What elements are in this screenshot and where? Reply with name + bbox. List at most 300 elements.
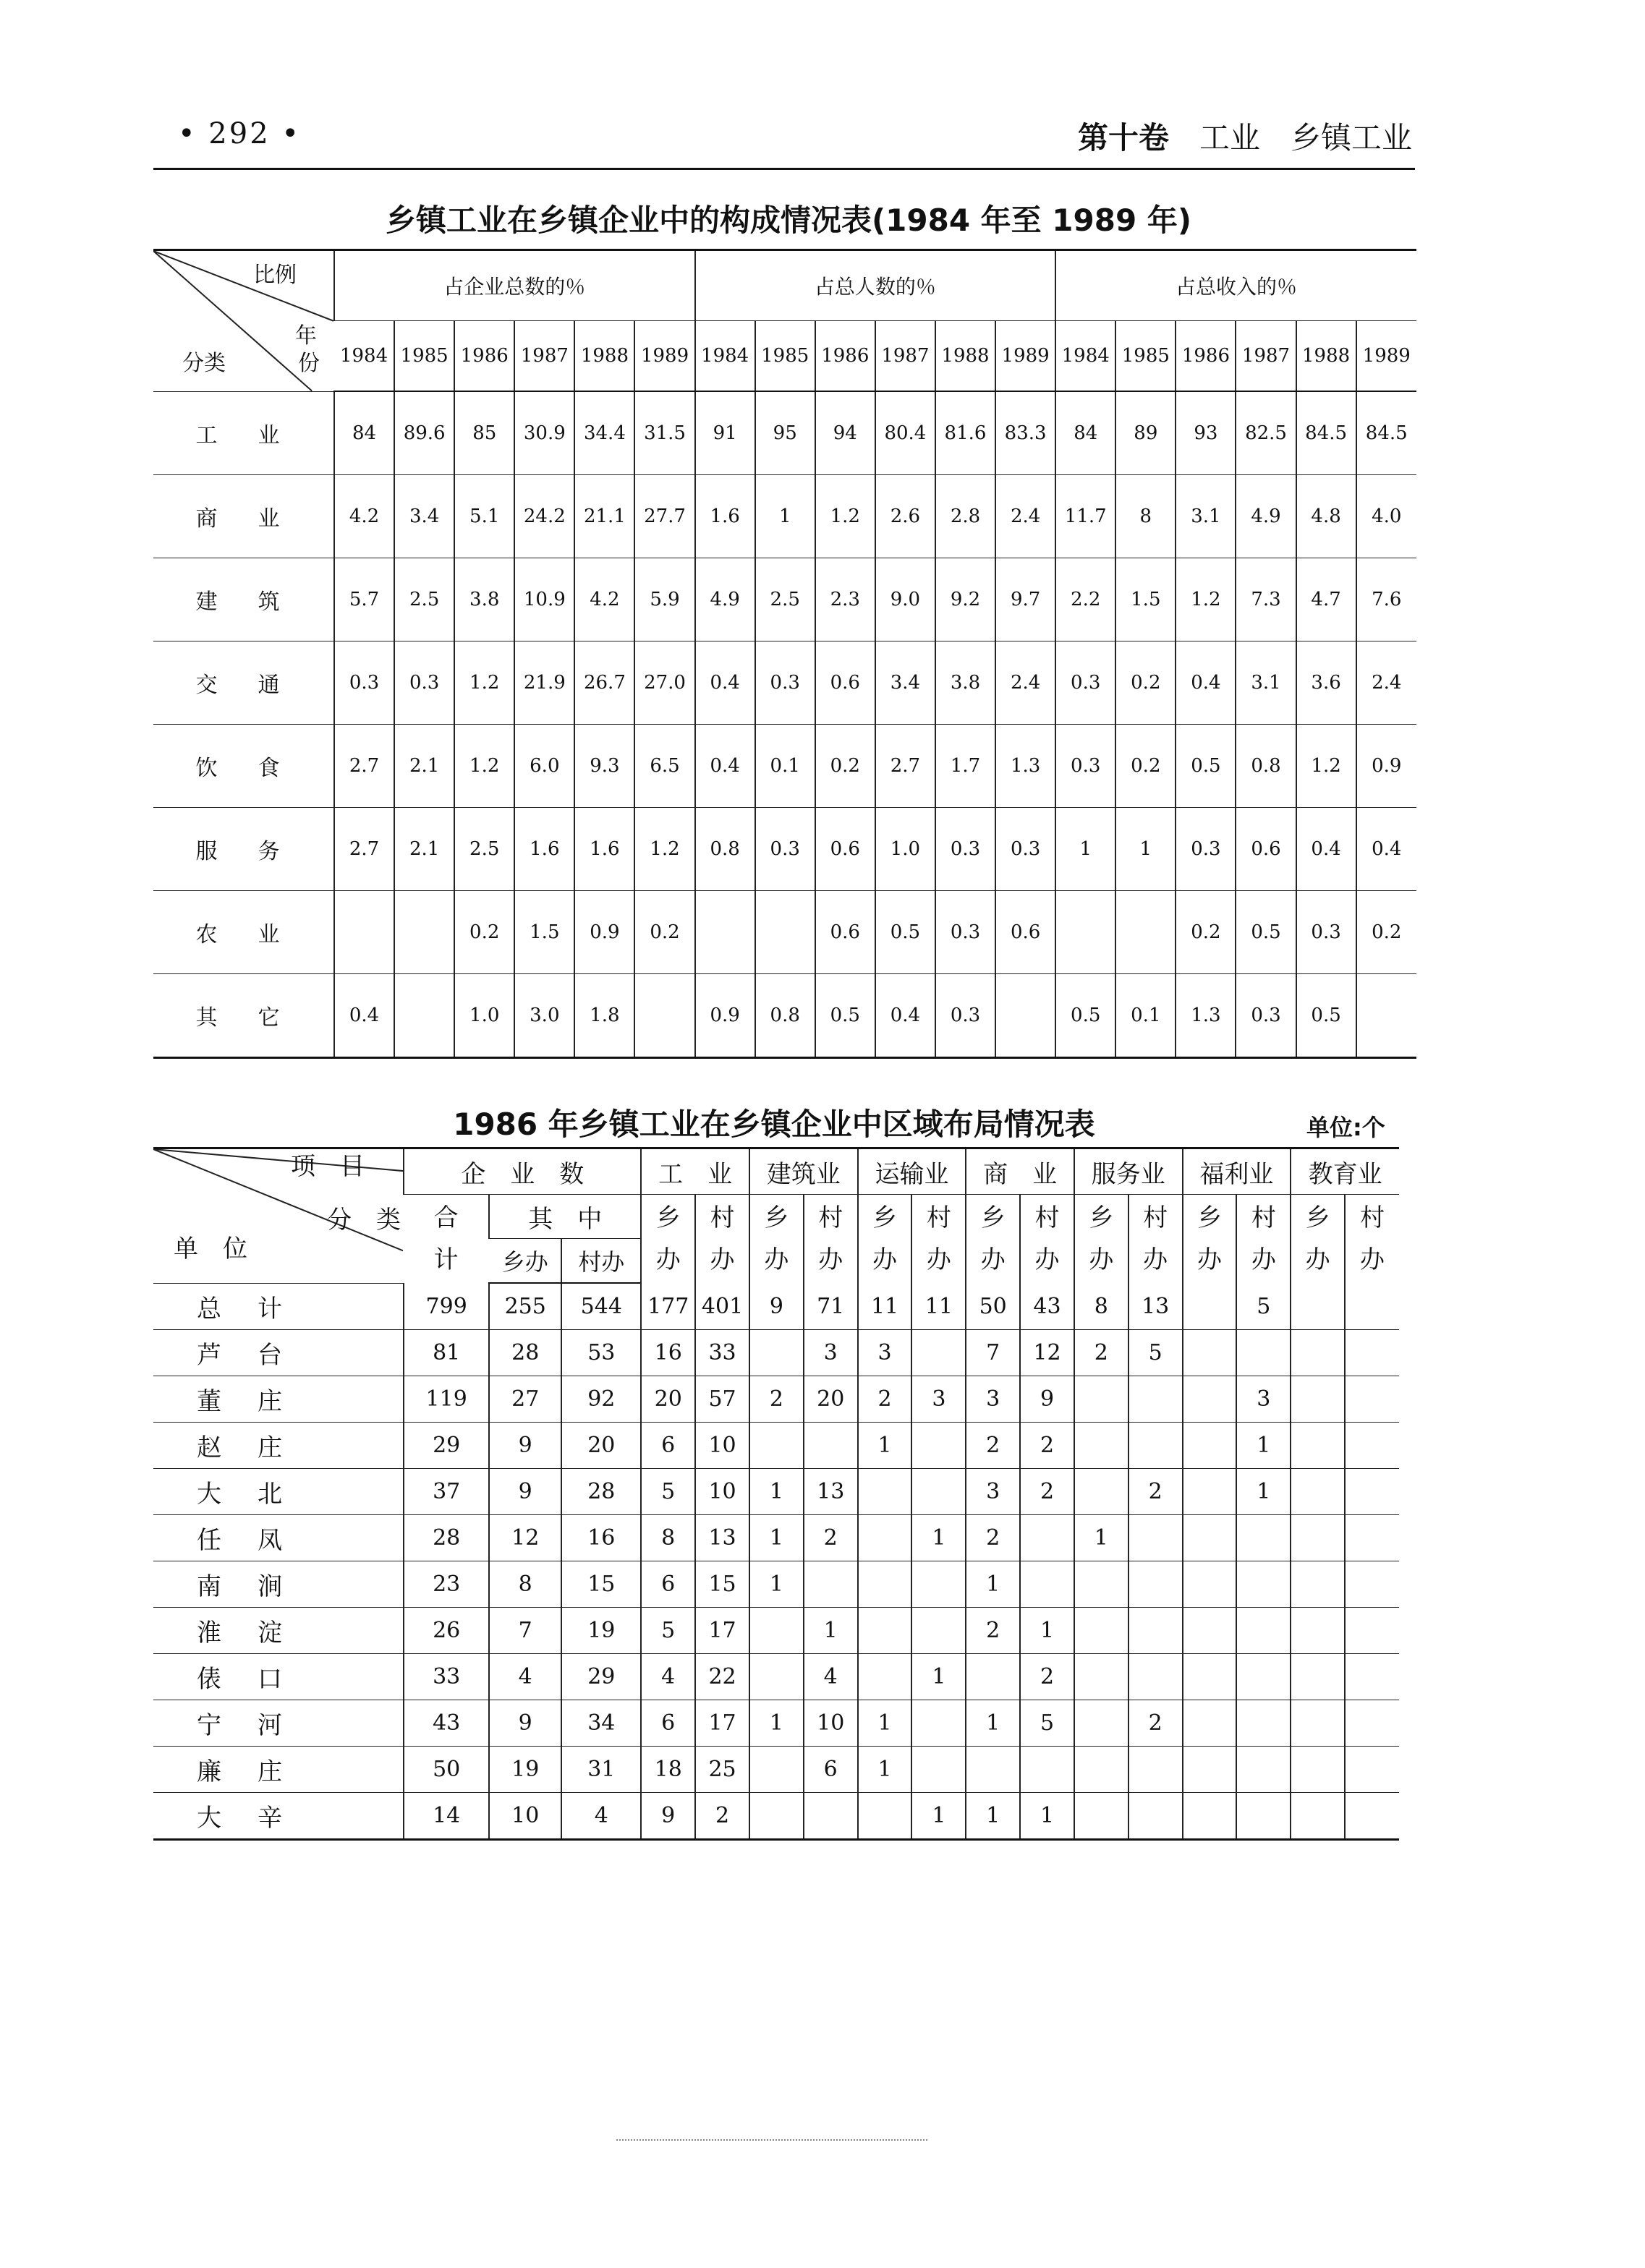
count-cell: 5 xyxy=(641,1608,695,1654)
table-row xyxy=(153,1469,1399,1515)
unit-name-cell: 董庄 xyxy=(153,1376,404,1423)
count-cell: 8 xyxy=(1074,1283,1128,1330)
count-cell: 17 xyxy=(695,1700,749,1747)
value-cell: 84.5 xyxy=(1296,391,1356,475)
year-header: 1987 xyxy=(875,321,935,392)
count-cell xyxy=(1291,1283,1345,1330)
value-cell: 4.2 xyxy=(334,475,394,558)
count-cell xyxy=(1183,1793,1237,1840)
value-cell: 81.6 xyxy=(935,391,995,475)
count-cell xyxy=(1291,1376,1345,1423)
value-cell: 3.4 xyxy=(875,641,935,725)
sector-header: 福利业 xyxy=(1183,1148,1291,1195)
count-cell: 9 xyxy=(641,1793,695,1840)
count-cell: 4 xyxy=(561,1793,641,1840)
count-cell: 11 xyxy=(911,1283,966,1330)
count-cell: 10 xyxy=(804,1700,858,1747)
count-cell: 9 xyxy=(749,1283,804,1330)
year-header: 1987 xyxy=(514,321,574,392)
count-cell: 799 xyxy=(404,1283,489,1330)
value-cell: 3.0 xyxy=(514,974,574,1058)
table1-corner-header xyxy=(153,250,334,392)
value-cell: 0.9 xyxy=(695,974,755,1058)
table2-corner-header xyxy=(153,1148,404,1284)
count-cell xyxy=(1128,1515,1183,1561)
table-row xyxy=(153,475,1416,558)
value-cell: 0.3 xyxy=(755,641,815,725)
regional-layout-table xyxy=(153,1147,1399,1841)
year-header: 1984 xyxy=(695,321,755,392)
count-cell: 27 xyxy=(489,1376,561,1423)
count-cell: 2 xyxy=(966,1515,1020,1561)
count-cell: 10 xyxy=(695,1423,749,1469)
year-header: 1986 xyxy=(815,321,875,392)
sector-xiang-header: 乡办 xyxy=(1183,1195,1237,1284)
count-cell: 2 xyxy=(804,1515,858,1561)
category-cell: 商业 xyxy=(153,475,334,558)
year-header: 1986 xyxy=(1176,321,1236,392)
value-cell: 0.8 xyxy=(1236,725,1296,808)
count-cell xyxy=(1291,1423,1345,1469)
count-cell xyxy=(1236,1515,1291,1561)
value-cell: 1.7 xyxy=(935,725,995,808)
table-row xyxy=(153,974,1416,1058)
value-cell: 0.6 xyxy=(815,641,875,725)
count-cell xyxy=(1236,1330,1291,1376)
count-cell xyxy=(1074,1608,1128,1654)
value-cell: 4.7 xyxy=(1296,558,1356,641)
count-cell xyxy=(749,1654,804,1700)
count-cell xyxy=(1291,1793,1345,1840)
count-cell: 9 xyxy=(489,1469,561,1515)
value-cell: 4.2 xyxy=(574,558,634,641)
count-cell: 4 xyxy=(641,1654,695,1700)
value-cell: 0.4 xyxy=(695,725,755,808)
sector-header: 商 业 xyxy=(966,1148,1074,1195)
value-cell: 0.3 xyxy=(935,974,995,1058)
table-row xyxy=(153,1283,1399,1330)
among-header: 其 中 xyxy=(489,1195,641,1239)
value-cell: 6.0 xyxy=(514,725,574,808)
composition-table xyxy=(153,249,1416,1059)
count-cell xyxy=(1183,1608,1237,1654)
count-cell: 1 xyxy=(749,1469,804,1515)
count-cell xyxy=(1345,1469,1399,1515)
count-cell: 33 xyxy=(404,1654,489,1700)
value-cell: 0.3 xyxy=(755,808,815,891)
category-cell: 交通 xyxy=(153,641,334,725)
count-cell: 8 xyxy=(489,1561,561,1608)
count-cell: 255 xyxy=(489,1283,561,1330)
sector-cun-header: 村办 xyxy=(1128,1195,1183,1284)
value-cell: 1.5 xyxy=(514,891,574,974)
count-cell: 6 xyxy=(804,1747,858,1793)
count-cell: 1 xyxy=(966,1700,1020,1747)
count-cell xyxy=(858,1793,912,1840)
count-cell xyxy=(1128,1423,1183,1469)
count-cell: 1 xyxy=(749,1515,804,1561)
count-cell xyxy=(1020,1747,1074,1793)
sector-header: 运输业 xyxy=(858,1148,966,1195)
value-cell: 0.6 xyxy=(1236,808,1296,891)
value-cell: 1.8 xyxy=(574,974,634,1058)
table-row xyxy=(153,1423,1399,1469)
sector-header: 服务业 xyxy=(1074,1148,1183,1195)
sector-cun-header: 村办 xyxy=(804,1195,858,1284)
value-cell: 9.7 xyxy=(995,558,1055,641)
value-cell: 1.2 xyxy=(1296,725,1356,808)
value-cell: 3.6 xyxy=(1296,641,1356,725)
total-header: 合计 xyxy=(433,1203,459,1274)
count-cell: 37 xyxy=(404,1469,489,1515)
count-cell xyxy=(1345,1561,1399,1608)
table1-title: 乡镇工业在乡镇企业中的构成情况表(1984 年至 1989 年) xyxy=(385,202,1192,238)
sector-cun-header: 村办 xyxy=(1020,1195,1074,1284)
enterprise-count-header: 企 业 数 xyxy=(404,1148,641,1195)
value-cell: 2.7 xyxy=(334,808,394,891)
count-cell: 544 xyxy=(561,1283,641,1330)
value-cell: 2.4 xyxy=(995,475,1055,558)
count-cell: 1 xyxy=(858,1747,912,1793)
value-cell: 1.0 xyxy=(875,808,935,891)
count-cell xyxy=(1291,1700,1345,1747)
count-cell xyxy=(749,1608,804,1654)
count-cell: 23 xyxy=(404,1561,489,1608)
count-cell: 57 xyxy=(695,1376,749,1423)
value-cell: 26.7 xyxy=(574,641,634,725)
count-cell xyxy=(1183,1515,1237,1561)
value-cell: 2.1 xyxy=(394,808,454,891)
value-cell: 4.9 xyxy=(1236,475,1296,558)
value-cell: 0.2 xyxy=(634,891,694,974)
value-cell: 0.4 xyxy=(695,641,755,725)
count-cell: 28 xyxy=(561,1469,641,1515)
count-cell xyxy=(749,1423,804,1469)
count-cell: 12 xyxy=(1020,1330,1074,1376)
value-cell xyxy=(634,974,694,1058)
count-cell xyxy=(1074,1561,1128,1608)
value-cell: 5.1 xyxy=(454,475,514,558)
year-header: 1984 xyxy=(1055,321,1115,392)
count-cell: 119 xyxy=(404,1376,489,1423)
count-cell: 10 xyxy=(695,1469,749,1515)
count-cell: 31 xyxy=(561,1747,641,1793)
value-cell: 9.2 xyxy=(935,558,995,641)
count-cell xyxy=(911,1423,966,1469)
unit-name-cell: 大北 xyxy=(153,1469,404,1515)
count-cell xyxy=(1291,1469,1345,1515)
table-row xyxy=(153,1561,1399,1608)
count-cell xyxy=(749,1793,804,1840)
value-cell: 4.8 xyxy=(1296,475,1356,558)
count-cell: 7 xyxy=(966,1330,1020,1376)
value-cell: 0.3 xyxy=(1055,725,1115,808)
value-cell: 0.6 xyxy=(995,891,1055,974)
value-cell xyxy=(394,891,454,974)
value-cell: 7.3 xyxy=(1236,558,1296,641)
value-cell: 1 xyxy=(755,475,815,558)
unit-name-cell: 芦台 xyxy=(153,1330,404,1376)
page-number: • 292 • xyxy=(178,117,301,150)
count-cell xyxy=(804,1793,858,1840)
value-cell: 11.7 xyxy=(1055,475,1115,558)
count-cell xyxy=(911,1330,966,1376)
count-cell: 15 xyxy=(695,1561,749,1608)
table-row xyxy=(153,808,1416,891)
count-cell xyxy=(1074,1423,1128,1469)
value-cell: 1.2 xyxy=(454,725,514,808)
count-cell: 3 xyxy=(911,1376,966,1423)
count-cell xyxy=(1183,1423,1237,1469)
count-cell xyxy=(1345,1515,1399,1561)
count-cell xyxy=(1345,1608,1399,1654)
count-cell xyxy=(1128,1654,1183,1700)
count-cell xyxy=(1291,1561,1345,1608)
value-cell: 1.2 xyxy=(815,475,875,558)
count-cell: 9 xyxy=(489,1700,561,1747)
sector-cun-header: 村办 xyxy=(911,1195,966,1284)
value-cell: 21.1 xyxy=(574,475,634,558)
count-cell: 9 xyxy=(489,1423,561,1469)
count-cell: 1 xyxy=(1020,1608,1074,1654)
value-cell: 3.8 xyxy=(454,558,514,641)
table-row xyxy=(153,1608,1399,1654)
table-row xyxy=(153,725,1416,808)
xiang-header: 乡办 xyxy=(489,1239,561,1284)
category-cell: 工业 xyxy=(153,391,334,475)
count-cell: 177 xyxy=(641,1283,695,1330)
count-cell: 1 xyxy=(858,1700,912,1747)
table2-title: 1986 年乡镇工业在乡镇企业中区域布局情况表 xyxy=(453,1107,1095,1142)
year-header: 1989 xyxy=(995,321,1055,392)
value-cell: 0.5 xyxy=(815,974,875,1058)
table-row xyxy=(153,558,1416,641)
count-cell xyxy=(1345,1423,1399,1469)
value-cell: 4.0 xyxy=(1356,475,1416,558)
count-cell xyxy=(1074,1793,1128,1840)
value-cell: 2.4 xyxy=(1356,641,1416,725)
count-cell: 2 xyxy=(966,1608,1020,1654)
count-cell xyxy=(1128,1561,1183,1608)
value-cell: 7.6 xyxy=(1356,558,1416,641)
value-cell: 0.2 xyxy=(815,725,875,808)
count-cell xyxy=(749,1330,804,1376)
value-cell: 5.7 xyxy=(334,558,394,641)
value-cell: 0.3 xyxy=(935,808,995,891)
count-cell: 1 xyxy=(911,1793,966,1840)
value-cell: 0.3 xyxy=(935,891,995,974)
count-cell xyxy=(1183,1654,1237,1700)
count-cell: 2 xyxy=(1074,1330,1128,1376)
year-header: 1985 xyxy=(394,321,454,392)
year-header: 1988 xyxy=(935,321,995,392)
count-cell: 13 xyxy=(695,1515,749,1561)
count-cell xyxy=(1074,1654,1128,1700)
value-cell: 89.6 xyxy=(394,391,454,475)
corner-label-fen: 份 xyxy=(298,351,320,376)
sector-header: 建筑业 xyxy=(749,1148,858,1195)
count-cell: 1 xyxy=(1020,1793,1074,1840)
year-header: 1988 xyxy=(1296,321,1356,392)
table-row xyxy=(153,1793,1399,1840)
value-cell: 93 xyxy=(1176,391,1236,475)
value-cell: 0.5 xyxy=(875,891,935,974)
corner-label-item: 项 目 xyxy=(291,1152,365,1181)
value-cell: 0.4 xyxy=(1296,808,1356,891)
unit-name-cell: 大辛 xyxy=(153,1793,404,1840)
count-cell: 1 xyxy=(966,1561,1020,1608)
unit-name-cell: 赵庄 xyxy=(153,1423,404,1469)
count-cell: 16 xyxy=(641,1330,695,1376)
category-cell: 饮食 xyxy=(153,725,334,808)
value-cell xyxy=(995,974,1055,1058)
value-cell: 1 xyxy=(1055,808,1115,891)
value-cell: 0.3 xyxy=(1236,974,1296,1058)
value-cell: 95 xyxy=(755,391,815,475)
value-cell: 0.5 xyxy=(1236,891,1296,974)
scan-artifact xyxy=(616,2139,927,2143)
sector-header: 工 业 xyxy=(641,1148,749,1195)
count-cell xyxy=(1291,1515,1345,1561)
section-label: 工业 乡镇工业 xyxy=(1199,120,1412,155)
count-cell: 17 xyxy=(695,1608,749,1654)
count-cell: 5 xyxy=(1128,1330,1183,1376)
value-cell: 0.3 xyxy=(394,641,454,725)
value-cell: 9.0 xyxy=(875,558,935,641)
count-cell: 28 xyxy=(404,1515,489,1561)
value-cell: 80.4 xyxy=(875,391,935,475)
count-cell: 9 xyxy=(1020,1376,1074,1423)
sector-xiang-header: 乡办 xyxy=(1291,1195,1345,1284)
count-cell xyxy=(966,1654,1020,1700)
value-cell: 0.5 xyxy=(1176,725,1236,808)
volume-label: 第十卷 xyxy=(1077,120,1169,155)
value-cell xyxy=(1115,891,1176,974)
count-cell xyxy=(1345,1793,1399,1840)
value-cell: 27.0 xyxy=(634,641,694,725)
count-cell: 4 xyxy=(489,1654,561,1700)
count-cell xyxy=(1236,1700,1291,1747)
count-cell: 33 xyxy=(695,1330,749,1376)
count-cell: 6 xyxy=(641,1561,695,1608)
running-header xyxy=(1078,114,1412,158)
value-cell: 3.8 xyxy=(935,641,995,725)
value-cell: 2.1 xyxy=(394,725,454,808)
count-cell: 43 xyxy=(404,1700,489,1747)
value-cell: 2.7 xyxy=(875,725,935,808)
corner-label-classification: 分 类 xyxy=(327,1206,401,1235)
count-cell: 3 xyxy=(858,1330,912,1376)
count-cell: 29 xyxy=(561,1654,641,1700)
value-cell: 1.6 xyxy=(695,475,755,558)
count-cell: 20 xyxy=(641,1376,695,1423)
count-cell xyxy=(911,1608,966,1654)
sector-xiang-header: 乡办 xyxy=(749,1195,804,1284)
value-cell: 6.5 xyxy=(634,725,694,808)
count-cell xyxy=(858,1654,912,1700)
count-cell xyxy=(1074,1747,1128,1793)
count-cell: 2 xyxy=(966,1423,1020,1469)
count-cell xyxy=(1291,1330,1345,1376)
sector-cun-header: 村办 xyxy=(1345,1195,1399,1284)
count-cell xyxy=(1183,1469,1237,1515)
count-cell: 1 xyxy=(911,1654,966,1700)
value-cell: 34.4 xyxy=(574,391,634,475)
count-cell: 25 xyxy=(695,1747,749,1793)
count-cell: 20 xyxy=(561,1423,641,1469)
count-cell: 1 xyxy=(966,1793,1020,1840)
year-header: 1989 xyxy=(634,321,694,392)
value-cell: 4.9 xyxy=(695,558,755,641)
value-cell: 2.8 xyxy=(935,475,995,558)
count-cell: 26 xyxy=(404,1608,489,1654)
count-cell: 43 xyxy=(1020,1283,1074,1330)
value-cell: 83.3 xyxy=(995,391,1055,475)
value-cell: 94 xyxy=(815,391,875,475)
count-cell: 50 xyxy=(404,1747,489,1793)
value-cell: 0.9 xyxy=(1356,725,1416,808)
value-cell: 3.4 xyxy=(394,475,454,558)
sector-xiang-header: 乡办 xyxy=(858,1195,912,1284)
count-cell xyxy=(1345,1283,1399,1330)
group-header-people: 占总人数的％ xyxy=(695,250,1056,321)
count-cell xyxy=(911,1700,966,1747)
value-cell: 0.3 xyxy=(995,808,1055,891)
count-cell xyxy=(966,1747,1020,1793)
value-cell: 0.1 xyxy=(755,725,815,808)
value-cell: 31.5 xyxy=(634,391,694,475)
count-cell xyxy=(1345,1654,1399,1700)
unit-name-cell: 廉庄 xyxy=(153,1747,404,1793)
count-cell xyxy=(749,1747,804,1793)
value-cell: 8 xyxy=(1115,475,1176,558)
count-cell: 15 xyxy=(561,1561,641,1608)
count-cell: 3 xyxy=(966,1469,1020,1515)
count-cell: 12 xyxy=(489,1515,561,1561)
count-cell xyxy=(1345,1330,1399,1376)
value-cell: 2.5 xyxy=(755,558,815,641)
value-cell: 0.4 xyxy=(875,974,935,1058)
category-cell: 农业 xyxy=(153,891,334,974)
count-cell xyxy=(804,1561,858,1608)
count-cell: 81 xyxy=(404,1330,489,1376)
count-cell xyxy=(1236,1654,1291,1700)
value-cell: 0.4 xyxy=(334,974,394,1058)
count-cell: 2 xyxy=(858,1376,912,1423)
value-cell: 2.7 xyxy=(334,725,394,808)
year-header: 1985 xyxy=(755,321,815,392)
value-cell xyxy=(1055,891,1115,974)
count-cell: 1 xyxy=(749,1700,804,1747)
cun-header: 村办 xyxy=(561,1239,641,1284)
category-cell: 其它 xyxy=(153,974,334,1058)
count-cell xyxy=(1345,1747,1399,1793)
count-cell xyxy=(858,1515,912,1561)
year-header: 1986 xyxy=(454,321,514,392)
sector-header: 教育业 xyxy=(1291,1148,1399,1195)
value-cell: 84.5 xyxy=(1356,391,1416,475)
corner-label-ratio: 比例 xyxy=(253,263,297,288)
count-cell: 6 xyxy=(641,1700,695,1747)
count-cell xyxy=(1345,1376,1399,1423)
value-cell xyxy=(695,891,755,974)
value-cell: 0.2 xyxy=(1115,641,1176,725)
count-cell: 2 xyxy=(1128,1469,1183,1515)
count-cell xyxy=(911,1561,966,1608)
unit-name-cell: 俵口 xyxy=(153,1654,404,1700)
count-cell xyxy=(1236,1793,1291,1840)
corner-label-unit: 单 位 xyxy=(174,1235,247,1263)
